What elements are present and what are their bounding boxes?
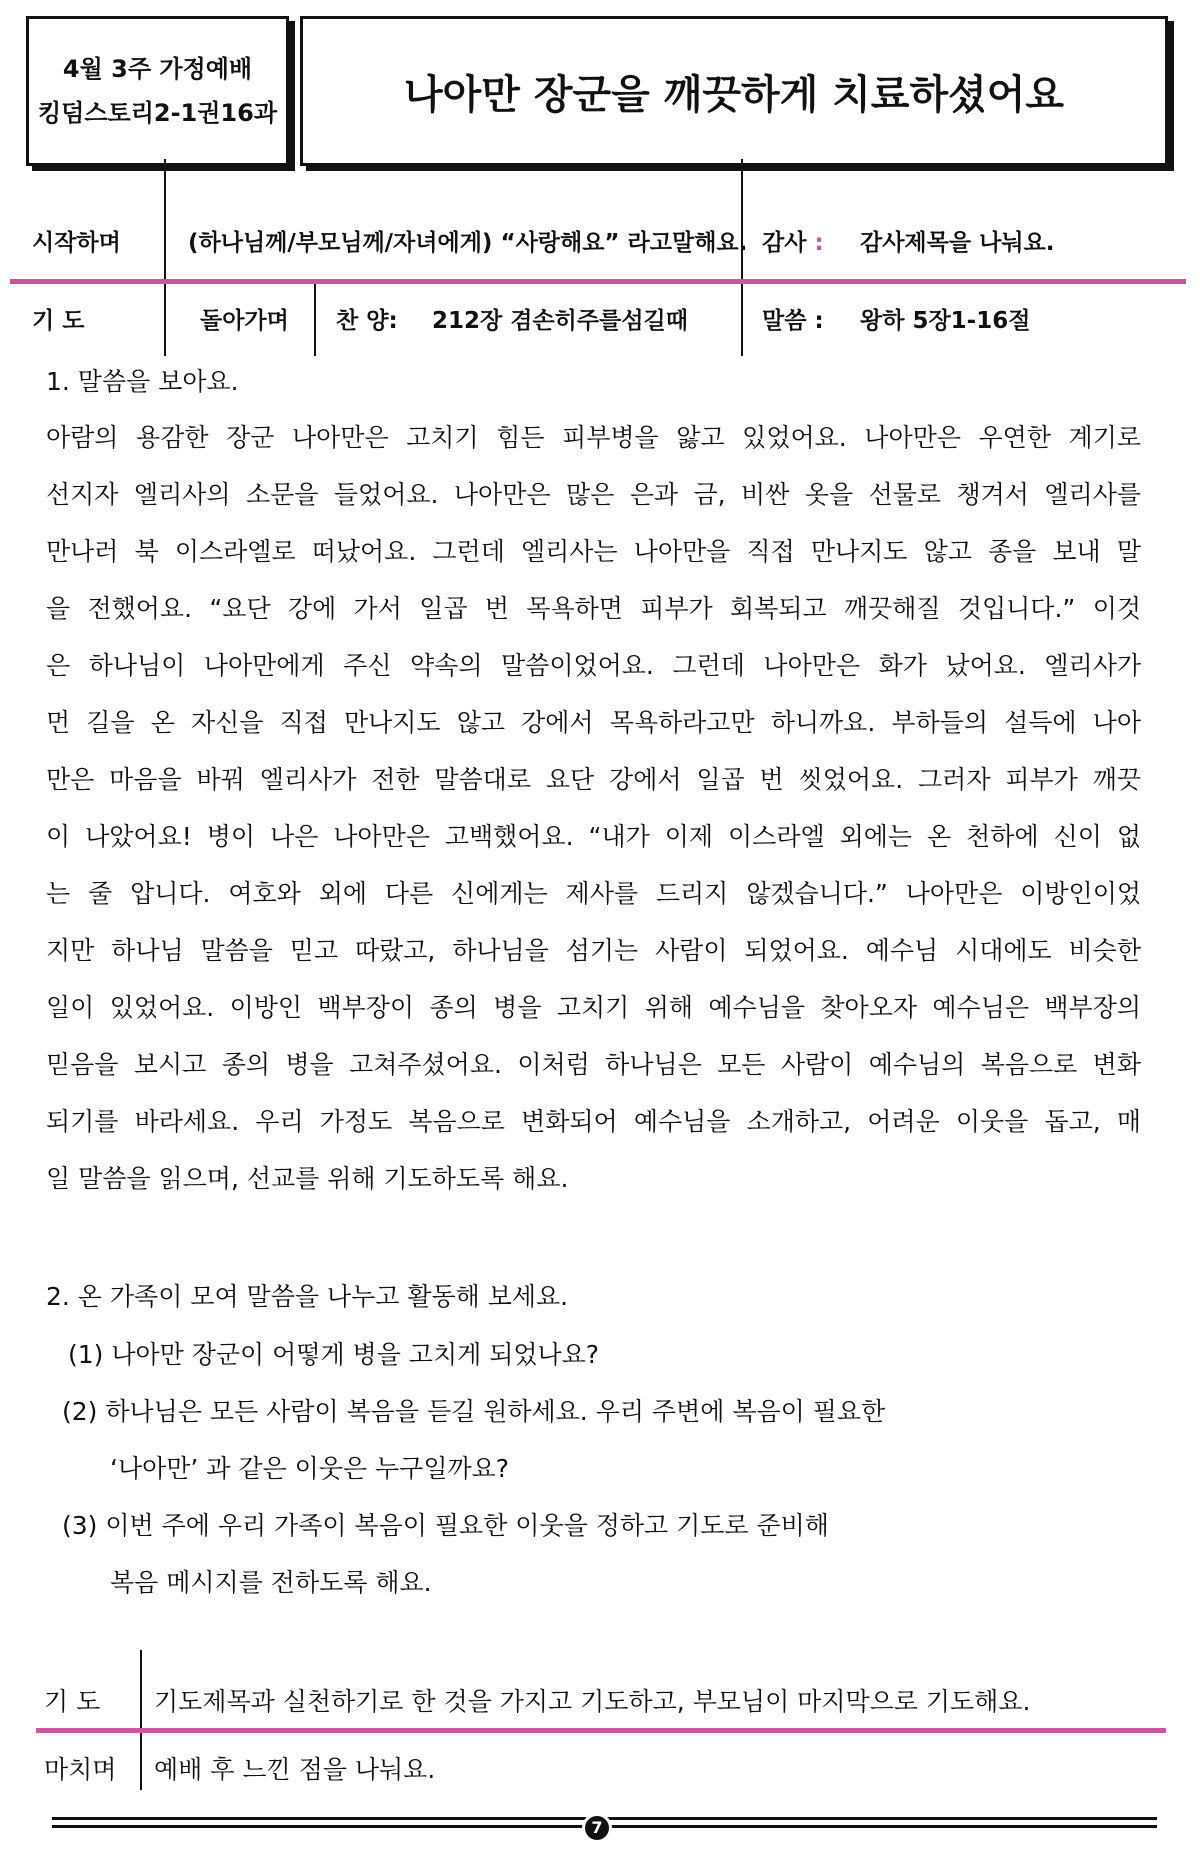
- closing-text: 예배 후 느낀 점을 나눠요.: [154, 1755, 436, 1784]
- body-line: 선지자 엘리사의 소문을 들었어요. 나아만은 많은 은과 금, 비싼 옷을 선물로 챙겨서 엘리사를: [46, 480, 1141, 509]
- body-line: 이 나았어요! 병이 나은 나아만은 고백했어요. “내가 이제 이스라엘 외에는 온 천하에 신이 없: [46, 822, 1141, 851]
- divider: [314, 282, 316, 356]
- hymn-label: 찬 양:: [336, 308, 398, 334]
- title-box: [300, 16, 1168, 166]
- divider: [164, 282, 166, 356]
- turn-label: 돌아가며: [200, 308, 289, 334]
- start-label: 시작하며: [32, 230, 121, 256]
- body-line: 만나러 북 이스라엘로 떠났어요. 그런데 엘리사는 나아만을 직접 만나지도 않고 종을 보내 말: [46, 537, 1141, 566]
- page-title: 나아만 장군을 깨끗하게 치료하셨어요: [403, 71, 1065, 118]
- question-1: (1) 나아만 장군이 어떻게 병을 고치게 되었나요?: [68, 1340, 600, 1369]
- body-line: 아람의 용감한 장군 나아만은 고치기 힘든 피부병을 앓고 있었어요. 나아만은 우연한 계기로: [46, 423, 1141, 452]
- closing-prayer-label: 기 도: [44, 1687, 101, 1716]
- hymn-text: 212장 겸손히주를섬길때: [432, 308, 688, 334]
- body-line: 만은 마음을 바꿔 엘리사가 전한 말씀대로 요단 강에서 일곱 번 씻었어요. 그러자 피부가 깨끗: [46, 765, 1141, 794]
- body-line: 지만 하나님 말씀을 믿고 따랐고, 하나님을 섬기는 사람이 되었어요. 예수님 시대에도 비슷한: [46, 936, 1141, 965]
- divider-line: [36, 1728, 1166, 1733]
- divider: [741, 159, 743, 281]
- start-text: (하나님께/부모님께/자녀에게) “사랑해요” 라고말해요.: [188, 230, 748, 256]
- body-line: 는 줄 압니다. 여호와 외에 다른 신에게는 제사를 드리지 않겠습니다.” 나아만은 이방인이었: [46, 879, 1141, 908]
- thanks-label-text: 감사: [762, 230, 807, 256]
- lesson-info-box: [26, 16, 289, 166]
- lesson-label: 킹덤스토리2-1권16과: [37, 99, 278, 127]
- divider: [164, 159, 166, 281]
- question-3: (3) 이번 주에 우리 가족이 복음이 필요한 이웃을 정하고 기도로 준비해: [62, 1511, 829, 1540]
- week-label: 4월 3주 가정예배: [62, 55, 253, 83]
- thanks-label: [762, 224, 824, 257]
- prayer-label: 기 도: [32, 308, 85, 334]
- body-line: 되기를 바라세요. 우리 가정도 복음으로 변화되어 예수님을 소개하고, 어려운 이웃을 돕고, 매: [46, 1107, 1141, 1136]
- closing-prayer-text: 기도제목과 실천하기로 한 것을 가지고 기도하고, 부모님이 마지막으로 기도해요.: [154, 1687, 1031, 1716]
- thanks-text: 감사제목을 나눠요.: [860, 230, 1055, 256]
- section1-heading: 1. 말씀을 보아요.: [46, 367, 239, 396]
- body-line: 일 말씀을 읽으며, 선교를 위해 기도하도록 해요.: [46, 1164, 569, 1193]
- section2-heading: 2. 온 가족이 모여 말씀을 나누고 활동해 보세요.: [46, 1282, 569, 1311]
- page-number: 7: [582, 1813, 612, 1843]
- divider: [741, 282, 743, 356]
- closing-label: 마치며: [44, 1755, 117, 1784]
- thanks-colon: :: [814, 230, 824, 256]
- question-2: (2) 하나님은 모든 사람이 복음을 듣길 원하세요. 우리 주변에 복음이 필요한: [62, 1397, 886, 1426]
- divider: [140, 1650, 142, 1790]
- body-line: 은 하나님이 나아만에게 주신 약속의 말씀이었어요. 그런데 나아만은 화가 났어요. 엘리사가: [46, 651, 1141, 680]
- question-2-cont: ‘나아만’ 과 같은 이웃은 누구일까요?: [110, 1454, 510, 1483]
- body-line: 먼 길을 온 자신을 직접 만나지도 않고 강에서 목욕하라고만 하니까요. 부하들의 설득에 나아: [46, 708, 1141, 737]
- question-3-cont: 복음 메시지를 전하도록 해요.: [110, 1568, 432, 1597]
- word-label: 말씀 :: [762, 308, 824, 334]
- body-line: 을 전했어요. “요단 강에 가서 일곱 번 목욕하면 피부가 회복되고 깨끗해질 것입니다.” 이것: [46, 594, 1141, 623]
- body-line: 믿음을 보시고 종의 병을 고쳐주셨어요. 이처럼 하나님은 모든 사람이 예수님의 복음으로 변화: [46, 1050, 1141, 1079]
- divider-line: [10, 279, 1186, 284]
- word-text: 왕하 5장1-16절: [860, 308, 1031, 334]
- body-line: 일이 있었어요. 이방인 백부장이 종의 병을 고치기 위해 예수님을 찾아오자 예수님은 백부장의: [46, 993, 1141, 1022]
